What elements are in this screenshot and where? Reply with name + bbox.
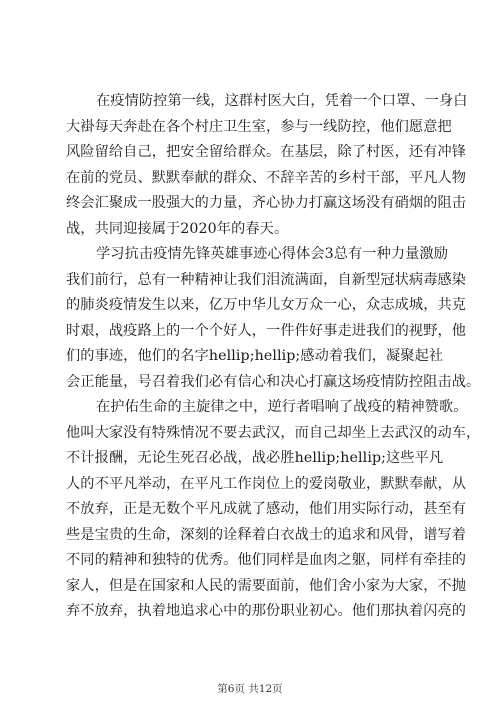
text-line: 会正能量，号召着我们必有信心和决心打赢这场疫情防控阻击战。 bbox=[66, 373, 481, 390]
document-body bbox=[66, 89, 481, 625]
text-line: 弃不放弃，执着地追求心中的那份职业初心。他们那执着闪亮的 bbox=[66, 603, 467, 619]
page-number-footer: 第6页 共12页 bbox=[217, 683, 283, 695]
text-line: 学习抗击疫情先锋英雄事迹心得体会3总有一种力量激励 bbox=[96, 246, 449, 262]
paragraph-1 bbox=[66, 89, 468, 242]
text-line: 不同的精神和独特的优秀。他们同样是血肉之躯，同样有牵挂的 bbox=[66, 552, 467, 568]
text-line: 在疫情防控第一线，这群村医大白，凭着一个口罩、一身白 bbox=[96, 93, 468, 109]
text-line: 战，共同迎接属于2020年的春天。 bbox=[66, 220, 289, 237]
text-line: 不放弃，正是无数个平凡成就了感动，他们用实际行动，甚至有 bbox=[66, 501, 467, 517]
text-line: 家人，但是在国家和人民的需要面前，他们舍小家为大家，不抛 bbox=[66, 577, 467, 594]
text-line: 不计报酬，无论生死召必战，战必胜hellip;hellip;这些平凡 bbox=[66, 450, 444, 466]
text-line: 在护佑生命的主旋律之中，逆行者唱响了战疫的精神赞歌。 bbox=[96, 399, 468, 415]
paragraph-2 bbox=[66, 242, 481, 395]
text-line: 人的不平凡举动，在平凡工作岗位上的爱岗敬业，默默奉献，从 bbox=[66, 475, 467, 492]
text-line: 们的事迹，他们的名字hellip;hellip;感动着我们，凝聚起社 bbox=[66, 348, 444, 364]
text-line: 我们前行，总有一种精神让我们泪流满面，自新型冠状病毒感染 bbox=[66, 271, 467, 288]
text-line: 些是宝贵的生命，深刻的诠释着白衣战士的追求和风骨，谱写着 bbox=[66, 526, 467, 543]
text-line: 终会汇聚成一股强大的力量，齐心协力打赢这场没有硝烟的阻击 bbox=[66, 195, 467, 211]
paragraph-3 bbox=[66, 395, 481, 625]
text-line: 的肺炎疫情发生以来，亿万中华儿女万众一心，众志成城，共克 bbox=[66, 297, 467, 313]
text-line: 在前的党员、默默奉献的群众、不辞辛苦的乡村干部，平凡人物 bbox=[66, 169, 467, 186]
text-line: 风险留给自己，把安全留给群众。在基层，除了村医，还有冲锋 bbox=[66, 144, 467, 160]
text-line: 时艰，战疫路上的一个个好人，一件件好事走进我们的视野，他 bbox=[66, 322, 467, 339]
text-line: 他叫大家没有特殊情况不要去武汉，而自己却坐上去武汉的动车， bbox=[66, 424, 481, 441]
text-line: 大褂每天奔赴在各个村庄卫生室，参与一线防控，他们愿意把 bbox=[66, 118, 452, 135]
